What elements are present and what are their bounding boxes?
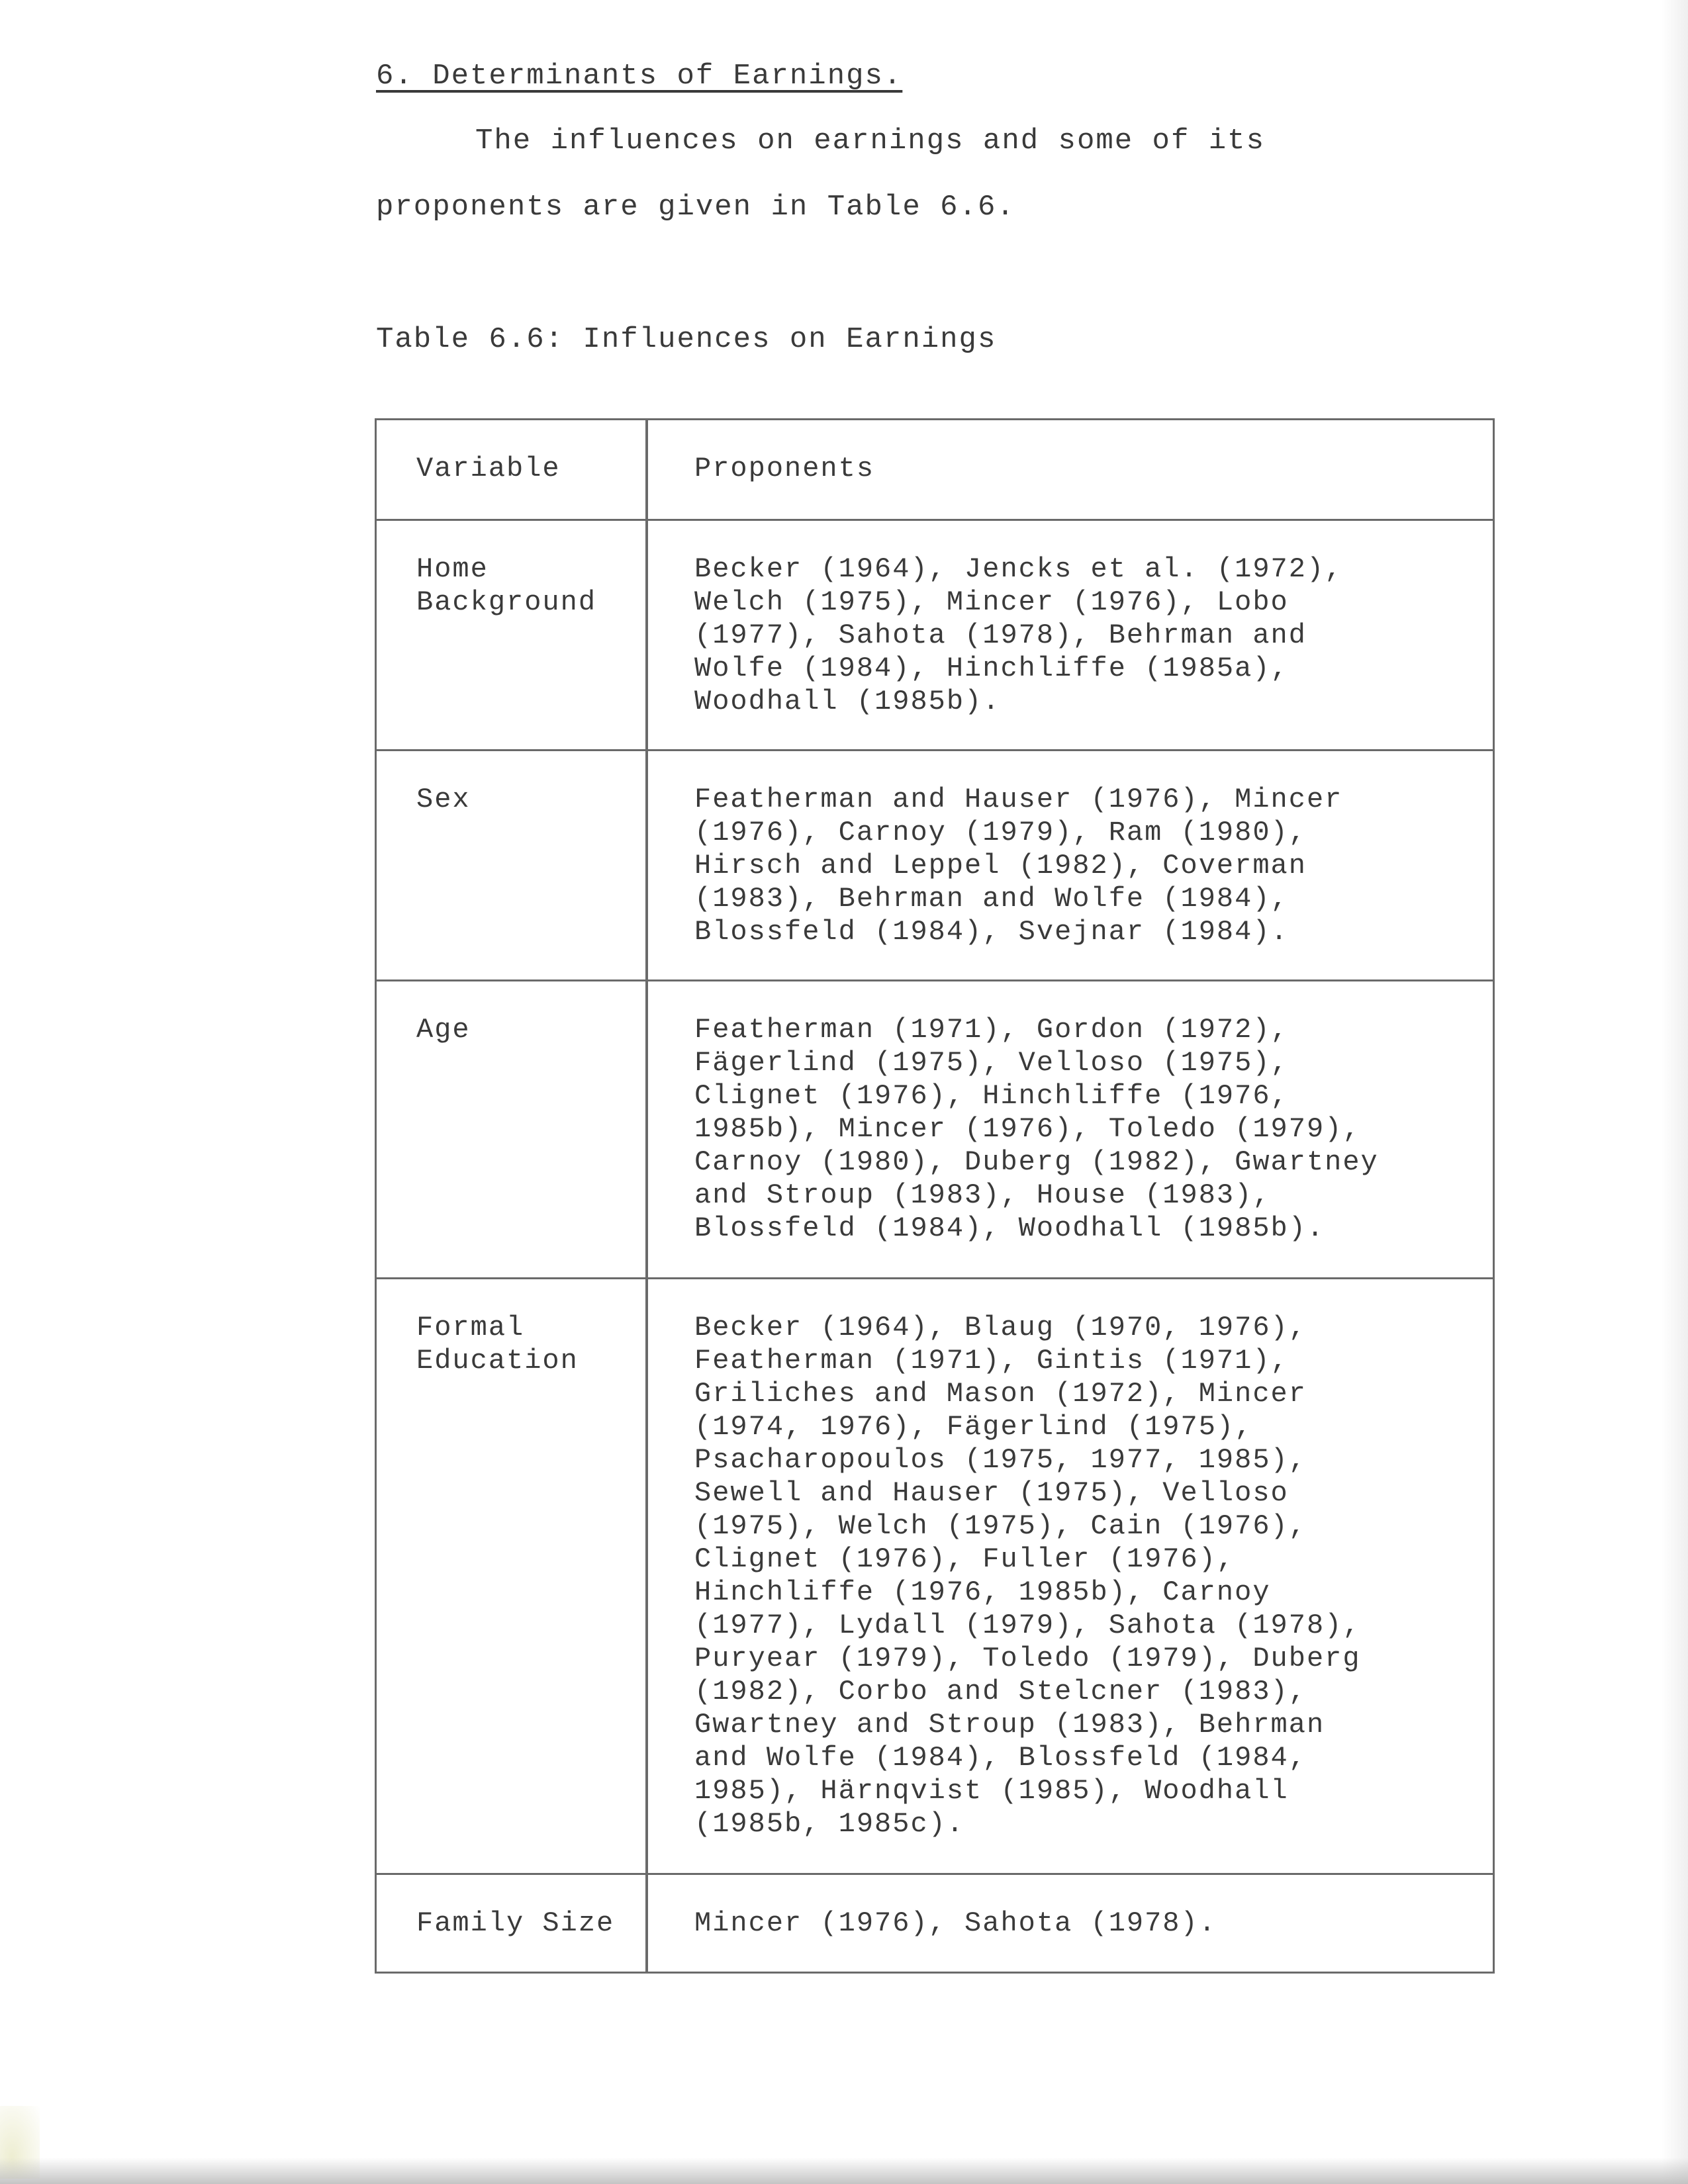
influences-table xyxy=(375,418,1495,1974)
variable-cell: Age xyxy=(377,981,648,1277)
table-header-row xyxy=(377,420,1493,521)
variable-cell: Formal Education xyxy=(377,1279,648,1873)
column-header-proponents: Proponents xyxy=(694,453,875,484)
intro-paragraph-line-2: proponents are given in Table 6.6. xyxy=(376,191,1015,224)
variable-cell: Home Background xyxy=(377,521,648,749)
table-row xyxy=(377,751,1493,981)
table-row xyxy=(377,1875,1493,1972)
table-row xyxy=(377,981,1493,1279)
proponents-cell: Featherman and Hauser (1976), Mincer (1976), Carnoy (1979), Ram (1980), Hirsch and Leppel (1982), Coverman (1983), Behrman and Wolfe (1984), Blossfeld (1984), Svejnar (1984). xyxy=(694,784,1343,948)
proponents-cell: Becker (1964), Blaug (1970, 1976), Featherman (1971), Gintis (1971), Griliches and Mason (1972), Mincer (1974, 1976), Fägerlind (1975), Psacharopoulos (1975, 1977, 1985), Sewell and Hauser (1975), Velloso (1975), Welch (1975), Cain (1976), Clignet (1976), Fuller (1976), Hinchliffe (1976, 1985b), Carnoy (1977), Lydall (1979), Sahota (1978), Puryear (1979), Toledo (1979), Duberg (1982), Corbo and Stelcner (1983), Gwartney and Stroup (1983), Behrman and Wolfe (1984), Blossfeld (1984, 1985), Härnqvist (1985), Woodhall (1985b, 1985c). xyxy=(694,1312,1361,1840)
table-caption: Table 6.6: Influences on Earnings xyxy=(376,323,997,356)
table-row xyxy=(377,1279,1493,1875)
variable-cell: Sex xyxy=(377,751,648,979)
column-header-variable: Variable xyxy=(377,420,648,519)
proponents-cell: Featherman (1971), Gordon (1972), Fägerlind (1975), Velloso (1975), Clignet (1976), Hinchliffe (1976, 1985b), Mincer (1976), Toledo (1979), Carnoy (1980), Duberg (1982), Gwartney and Stroup (1983), House (1983), Blossfeld (1984), Woodhall (1985b). xyxy=(694,1014,1379,1244)
intro-paragraph-line-1: The influences on earnings and some of its xyxy=(475,124,1265,158)
proponents-cell: Becker (1964), Jencks et al. (1972), Welch (1975), Mincer (1976), Lobo (1977), Sahota (1978), Behrman and Wolfe (1984), Hinchliffe (1985a), Woodhall (1985b). xyxy=(694,553,1343,717)
variable-cell: Family Size xyxy=(377,1875,648,1972)
page-edge-shadow xyxy=(1662,0,1688,2184)
table-row xyxy=(377,521,1493,751)
page-bottom-shadow xyxy=(0,2158,1688,2184)
section-heading: 6. Determinants of Earnings. xyxy=(376,60,903,93)
proponents-cell: Mincer (1976), Sahota (1978). xyxy=(694,1907,1217,1939)
